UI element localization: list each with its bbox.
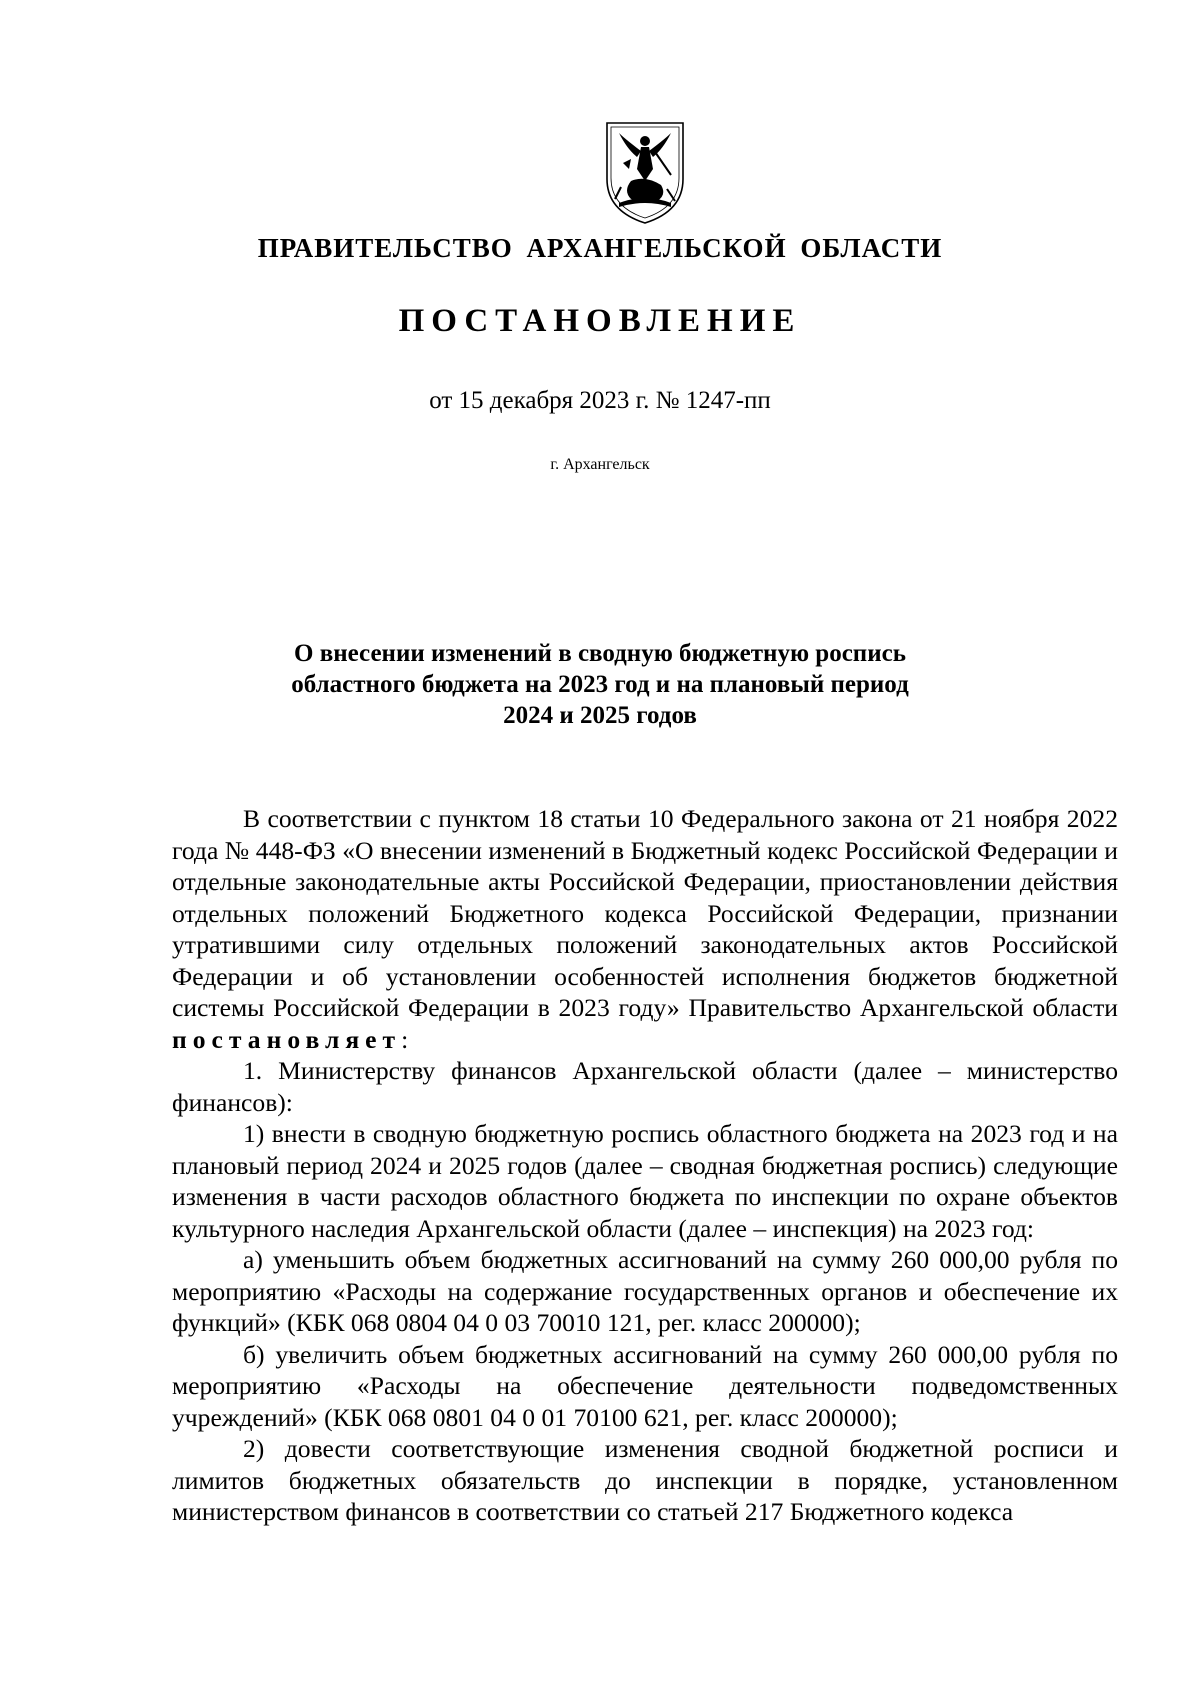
document-date-number: от 15 декабря 2023 г. № 1247-пп <box>429 387 771 414</box>
body-paragraph: а) уменьшить объем бюджетных ассигнований на сумму 260 000,00 рубля по мероприятию «Расходы на содержание государственных органов и обеспечение их функций» (КБК 068 0804 04 0 03 70010 121, рег. класс 200000); <box>172 1245 1118 1337</box>
resolves-word: постановляет <box>172 1024 402 1054</box>
body-paragraph: 1. Министерству финансов Архангельской области (далее – министерство финансов): <box>172 1056 1118 1117</box>
body-paragraph <box>172 803 1118 1055</box>
archangel-coat-of-arms-icon <box>601 119 689 225</box>
title-line: 2024 и 2025 годов <box>503 702 697 729</box>
paragraph-end: : <box>401 1024 409 1054</box>
document-city: г. Архангельск <box>550 456 650 473</box>
document-type: ПОСТАНОВЛЕНИЕ <box>398 303 802 339</box>
body-paragraph: б) увеличить объем бюджетных ассигнований на сумму 260 000,00 рубля по мероприятию «Расходы на обеспечение деятельности подведомственных учреждений» (КБК 068 0801 04 0 01 70100 621, рег. класс 200000); <box>172 1339 1118 1432</box>
body-paragraph: 2) довести соответствующие изменения сводной бюджетной росписи и лимитов бюджетных обязательств до инспекции в порядке, установленном министерством финансов в соответствии со статьей 217 Бюджетного кодекса <box>172 1434 1118 1526</box>
body-paragraph: 1) внести в сводную бюджетную роспись областного бюджета на 2023 год и на плановый период 2024 и 2025 годов (далее – сводная бюджетная роспись) следующие изменения в части расходов областного бюджета по инспекции по охране объектов культурного наследия Архангельской области (далее – инспекция) на 2023 год: <box>172 1119 1118 1243</box>
document-body <box>172 803 1118 1528</box>
paragraph-text: В соответствии с пунктом 18 статьи 10 Федерального закона от 21 ноября 2022 года № 448-ФЗ «О внесении изменений в Бюджетный кодекс Российской Федерации и отдельные законодательные акты Российской Федерации, приостановлении действия отдельных положений Бюджетного кодекса Российской Федерации, признании утратившими силу отдельных положений законодательных актов Российской Федерации и об установлении особенностей исполнения бюджетов бюджетной системы Российской Федерации в 2023 году» Правительство Архангельской области <box>172 804 1118 1022</box>
organization-name: ПРАВИТЕЛЬСТВО АРХАНГЕЛЬСКОЙ ОБЛАСТИ <box>257 233 943 263</box>
document-title <box>200 638 1000 731</box>
title-line: О внесении изменений в сводную бюджетную роспись <box>294 640 906 667</box>
title-line: областного бюджета на 2023 год и на плановый период <box>291 671 909 698</box>
